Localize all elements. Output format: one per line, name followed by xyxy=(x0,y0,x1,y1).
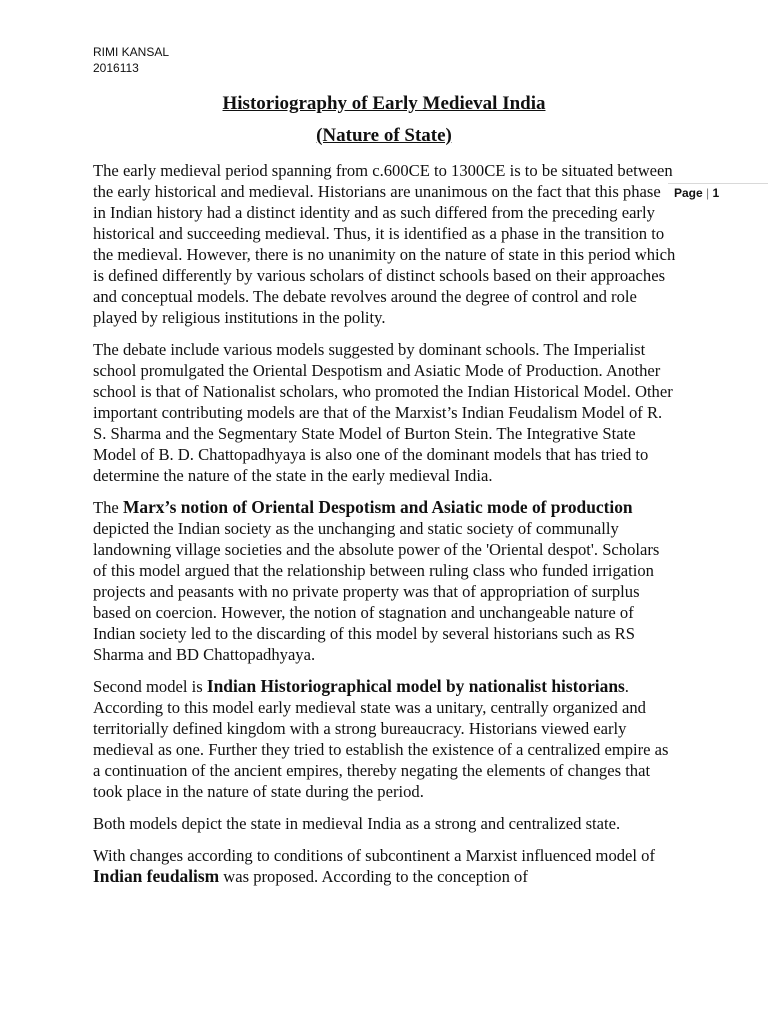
paragraph-both-models: Both models depict the state in medieval India as a strong and centralized state. xyxy=(93,814,621,833)
bold-term: Marx’s notion of Oriental Despotism and Asiatic mode of production xyxy=(122,497,633,517)
paragraph-prefix: The xyxy=(93,498,123,517)
paragraph-text: was proposed. According to the conception of xyxy=(219,867,528,886)
paragraph-prefix: With changes according to conditions of subcontinent a Marxist influenced model of xyxy=(93,846,655,865)
page-separator: | xyxy=(706,186,710,200)
paragraph-text: . According to this model early medieval state was a unitary, centrally organized and territorially defined kingdom with a strong bureaucracy. Historians viewed early medieval as one. Further they tried to establish the existence of a centralized empire as a continuation of the ancient empires, thereby negating the elements of changes that took place in the nature of state during the period. xyxy=(93,677,669,801)
document-title: Historiography of Early Medieval India xyxy=(222,93,546,114)
paragraph-oriental-despotism xyxy=(93,497,677,665)
page-word: Page xyxy=(674,186,703,200)
bold-term: Indian feudalism xyxy=(93,866,220,886)
page-number: 1 xyxy=(712,186,720,200)
paragraph-text: depicted the Indian society as the unchanging and static society of communally landowning village societies and the absolute power of the 'Oriental despot'. Scholars of this model argued that the relationship between ruling class who funded irrigation projects and peasants with no private property was that of appropriation of surplus based on coercion. However, the notion of stagnation and unchangeable nature of Indian society led to the discarding of this model by several historians such as RS Sharma and BD Chattopadhyaya. xyxy=(93,519,660,664)
author-name: RIMI KANSAL xyxy=(93,45,170,59)
bold-term: Indian Historiographical model by nationalist historians xyxy=(206,676,625,696)
paragraph-indian-feudalism xyxy=(93,845,677,887)
paragraph-nationalist-model xyxy=(93,676,677,802)
document-header xyxy=(93,44,169,76)
document-subtitle: (Nature of State) xyxy=(316,125,452,146)
paragraph-models: The debate include various models suggested by dominant schools. The Imperialist school promulgated the Oriental Despotism and Asiatic Mode of Production. Another school is that of Nationalist scholars, who promoted the Indian Historical Model. Other important contributing models are that of the Marxist’s Indian Feudalism Model of R. S. Sharma and the Segmentary State Model of Burton Stein. The Integrative State Model of B. D. Chattopadhyaya is also one of the dominant models that has tried to determine the nature of the state in the early medieval India. xyxy=(93,340,673,485)
paragraph-intro: The early medieval period spanning from c.600CE to 1300CE is to be situated between the early historical and medieval. Historians are unanimous on the fact that this phase in Indian history had a distinct identity and as such differed from the preceding early historical and succeeding medieval. Thus, it is identified as a phase in the transition to the medieval. However, there is no unanimity on the nature of state in this period which is defined differently by various scholars of distinct schools based on their approaches and conceptual models. The debate revolves around the degree of control and role played by religious institutions in the polity. xyxy=(93,161,676,327)
document-body xyxy=(93,160,677,898)
student-id: 2016113 xyxy=(93,61,139,75)
page-number-label xyxy=(668,183,768,200)
paragraph-prefix: Second model is xyxy=(93,677,207,696)
